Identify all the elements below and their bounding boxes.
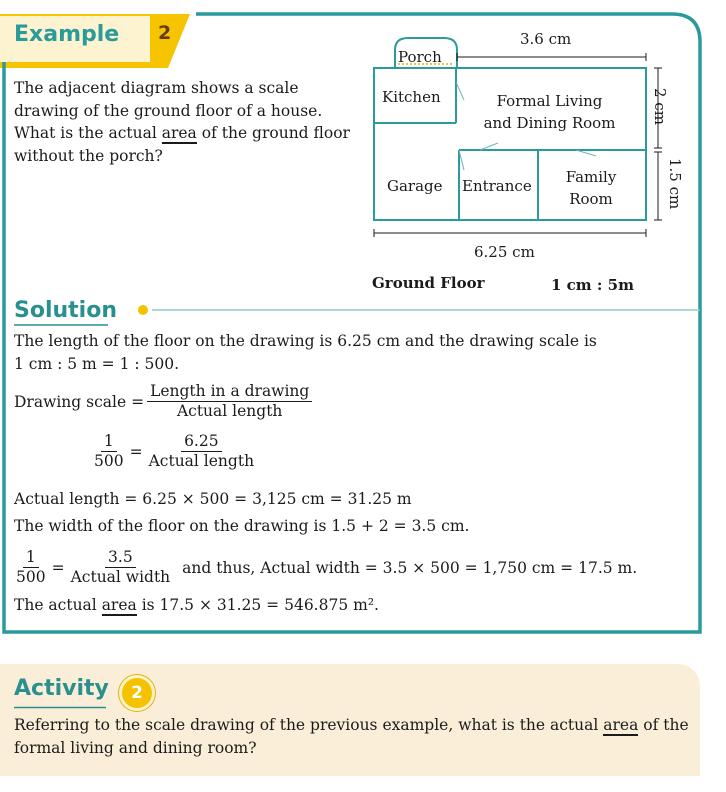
- area-suffix: is 17.5 × 31.25 = 546.875 m².: [136, 596, 379, 614]
- activity-text-2: of the formal living and dining room?: [14, 716, 689, 757]
- example-number: 2: [158, 22, 172, 44]
- solution-line-2: 1 cm : 5 m = 1 : 500.: [14, 355, 180, 373]
- plan-scale: 1 cm : 5m: [551, 276, 634, 294]
- activity-title: Activity: [14, 676, 109, 701]
- scale-formula: [14, 382, 315, 421]
- top-dimension: 3.6 cm: [520, 30, 572, 48]
- area-prefix: The actual: [14, 596, 102, 614]
- eq2-equals: =: [51, 558, 65, 577]
- eq2-right-num: 3.5: [105, 548, 136, 568]
- eq1-left-num: 1: [101, 432, 117, 452]
- eq2-left-den: 500: [16, 568, 46, 586]
- right-dimension-bottom: 1.5 cm: [666, 158, 684, 210]
- solution-line-1: The length of the floor on the drawing is 6.25 cm and the drawing scale is: [14, 332, 597, 350]
- eq1-right-num: 6.25: [181, 432, 222, 452]
- eq2-right-den: Actual width: [70, 568, 171, 586]
- activity-area-word: area: [603, 716, 639, 734]
- room-family-line1: Family: [565, 168, 617, 186]
- formula-label: Drawing scale =: [14, 392, 145, 411]
- room-entrance: Entrance: [462, 177, 532, 195]
- question-area-word: area: [161, 124, 197, 142]
- eq2-left-num: 1: [23, 548, 39, 568]
- room-porch: Porch: [398, 48, 442, 66]
- eq2-tail: and thus, Actual width = 3.5 × 500 = 1,750 cm = 17.5 m.: [182, 558, 638, 577]
- formula-fraction: [147, 382, 312, 421]
- room-living-line1: Formal Living: [496, 92, 603, 110]
- question-text-2: of the ground floor without the porch?: [14, 124, 350, 165]
- eq1-left-fraction: [91, 432, 127, 471]
- bottom-dimension: 6.25 cm: [474, 243, 535, 261]
- room-kitchen: Kitchen: [382, 88, 441, 106]
- room-living-line2: and Dining Room: [483, 114, 616, 132]
- plan-caption: Ground Floor: [372, 274, 485, 292]
- eq2-right-fraction: [68, 548, 174, 587]
- eq1-equals: =: [129, 442, 143, 461]
- area-word: area: [101, 596, 137, 614]
- solution-dot: [138, 305, 148, 315]
- formula-numerator: Length in a drawing: [147, 382, 312, 402]
- equation-2: [10, 548, 637, 587]
- right-dimension-top: 2 cm: [651, 88, 669, 125]
- equation-1: [88, 432, 260, 471]
- activity-number: 2: [119, 675, 155, 711]
- question-text-1: The adjacent diagram shows a scale drawing of the ground floor of a house. What is the actual: [14, 79, 323, 142]
- example-label: Example: [14, 22, 120, 47]
- room-family-line2: Room: [569, 190, 613, 208]
- activity-text-1: Referring to the scale drawing of the previous example, what is the actual: [14, 716, 604, 734]
- room-family: [548, 166, 634, 210]
- area-line: [14, 596, 379, 614]
- room-garage: Garage: [387, 177, 443, 195]
- eq1-right-den: Actual length: [148, 452, 255, 470]
- width-line: The width of the floor on the drawing is 1.5 + 2 = 3.5 cm.: [14, 517, 470, 535]
- actual-length-line: Actual length = 6.25 × 500 = 3,125 cm = 31.25 m: [14, 490, 412, 508]
- example-question: [14, 77, 354, 167]
- eq1-right-fraction: [146, 432, 257, 471]
- activity-text: [14, 714, 694, 760]
- solution-title: Solution: [14, 298, 117, 323]
- room-living: [462, 90, 637, 134]
- eq1-left-den: 500: [94, 452, 124, 470]
- formula-denominator: Actual length: [176, 402, 283, 420]
- eq2-left-fraction: [13, 548, 49, 587]
- activity-underline: [14, 706, 106, 709]
